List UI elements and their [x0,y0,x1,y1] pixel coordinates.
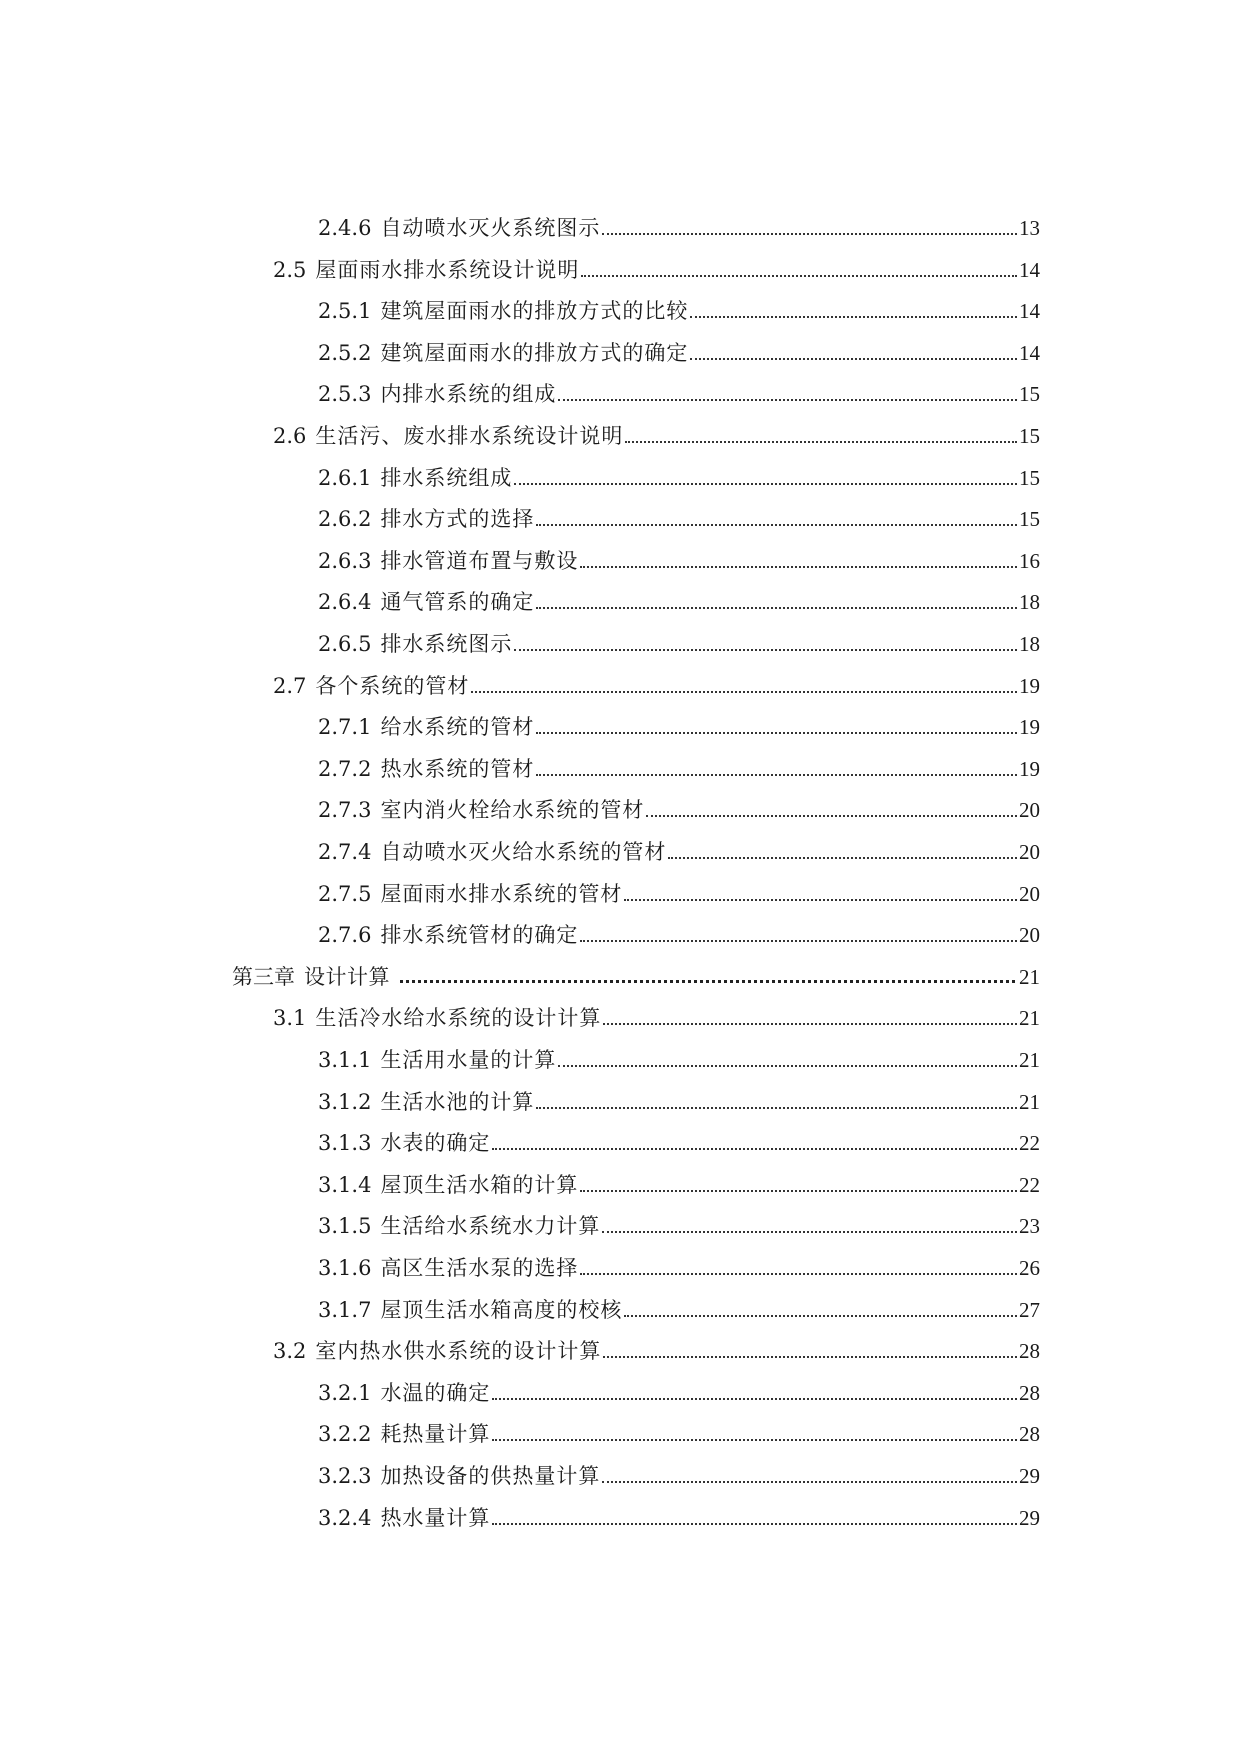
toc-entry[interactable] [318,1039,1040,1073]
toc-entry-number: 3.1 [273,1006,307,1031]
toc-entry-title: 屋顶生活水箱高度的校核 [380,1297,623,1322]
toc-entry-title: 排水系统组成 [380,465,513,490]
toc-entry-title: 排水系统图示 [380,632,513,656]
toc-entry-page-number: 29 [1019,1464,1040,1488]
toc-entry-page-number: 14 [1019,340,1040,365]
toc-entry-number: 2.7.4 [318,840,372,864]
toc-entry-number: 3.1.1 [318,1048,372,1072]
toc-entry-number: 3.2.3 [318,1464,372,1488]
toc-entry-page-number: 20 [1019,840,1040,864]
dot-leader [602,1230,1017,1233]
toc-entry-title: 耗热量计算 [380,1422,491,1447]
toc-entry[interactable] [273,665,1040,699]
toc-entry[interactable] [318,1497,1040,1531]
dot-leader [624,898,1017,901]
toc-entry[interactable] [318,581,1040,615]
toc-entry-number: 2.6.4 [318,590,372,615]
toc-entry-number: 3.1.6 [318,1256,372,1280]
toc-entry[interactable] [273,415,1040,449]
dot-leader [514,648,1017,651]
toc-entry[interactable] [273,997,1040,1031]
toc-entry-number: 2.6.1 [318,465,372,490]
toc-entry[interactable] [318,1247,1040,1281]
toc-entry-number: 3.2.1 [318,1380,372,1405]
toc-entry-page-number: 20 [1019,798,1040,823]
toc-entry-title: 高区生活水泵的选择 [380,1256,579,1280]
dot-leader [581,274,1017,277]
toc-entry-number: 2.6 [273,424,307,448]
toc-entry[interactable] [318,1122,1040,1156]
dot-leader [514,482,1017,485]
toc-entry-title: 屋面雨水排水系统设计说明 [315,257,580,282]
dot-leader [536,523,1017,526]
dot-leader [400,979,1015,983]
toc-entry-page-number: 14 [1019,299,1040,324]
toc-entry-page-number: 13 [1019,216,1040,240]
toc-entry-title: 排水方式的选择 [380,507,535,532]
toc-entry-page-number: 19 [1019,673,1040,698]
toc-entry-page-number: 18 [1019,632,1040,656]
toc-entry-number: 3.1.7 [318,1297,372,1322]
toc-entry[interactable] [318,873,1040,907]
toc-entry-number: 2.5.1 [318,299,372,324]
toc-entry[interactable] [318,1205,1040,1239]
toc-entry-title: 内排水系统的组成 [380,382,557,407]
dot-leader [536,606,1017,609]
toc-entry-number: 2.7.5 [318,881,372,906]
toc-entry-number: 2.6.3 [318,548,372,573]
toc-entry[interactable] [318,789,1040,823]
toc-entry-number: 3.1.2 [318,1089,372,1114]
toc-entry-number: 2.7.3 [318,798,372,823]
toc-entry[interactable] [318,623,1040,657]
toc-entry-page-number: 18 [1019,590,1040,615]
toc-entry-page-number: 20 [1019,881,1040,906]
toc-entry-number: 3.1.4 [318,1172,372,1197]
toc-entry-page-number: 21 [1019,1089,1040,1114]
dot-leader [558,398,1017,401]
toc-entry-title: 生活冷水给水系统的设计计算 [315,1006,602,1031]
toc-entry-page-number: 26 [1019,1256,1040,1280]
toc-entry-page-number: 22 [1019,1172,1040,1197]
toc-entry-title: 生活用水量的计算 [380,1048,557,1072]
toc-entry[interactable] [318,457,1040,491]
dot-leader [558,1064,1017,1067]
toc-entry-title: 各个系统的管材 [315,673,470,698]
toc-entry-page-number: 19 [1019,715,1040,740]
dot-leader [536,731,1017,734]
toc-entry-page-number: 21 [1019,1048,1040,1072]
toc-entry[interactable] [318,748,1040,782]
toc-entry-title: 给水系统的管材 [380,715,535,740]
toc-entry-title: 排水管道布置与敷设 [380,548,579,573]
toc-entry[interactable] [318,1289,1040,1323]
toc-entry-page-number: 20 [1019,923,1040,948]
dot-leader [602,1480,1017,1483]
dot-leader [536,773,1017,776]
toc-entry-title: 水表的确定 [380,1131,491,1156]
dot-leader [602,232,1017,235]
toc-entry-page-number: 27 [1019,1297,1040,1322]
toc-entry-title: 热水量计算 [380,1505,491,1530]
toc-entry-number: 2.6.2 [318,507,372,532]
toc-entry-title: 自动喷水灭火给水系统的管材 [380,840,667,864]
toc-entry-title: 生活污、废水排水系统设计说明 [315,424,624,448]
toc-entry-number: 第三章 [232,964,295,989]
toc-entry-page-number: 15 [1019,424,1040,448]
dot-leader [492,1397,1017,1400]
toc-entry-title: 加热设备的供热量计算 [380,1464,601,1488]
dot-leader [624,1314,1017,1317]
dot-leader [690,357,1017,360]
toc-entry[interactable] [273,1330,1040,1364]
toc-entry-number: 2.4.6 [318,216,372,240]
dot-leader [492,1438,1017,1441]
dot-leader [492,1522,1017,1525]
dot-leader [603,1355,1017,1358]
toc-entry[interactable] [273,249,1040,283]
toc-entry-title: 通气管系的确定 [380,590,535,615]
toc-entry[interactable] [318,498,1040,532]
toc-entry-title: 室内热水供水系统的设计计算 [315,1339,602,1364]
toc-entry[interactable] [318,831,1040,865]
toc-entry-page-number: 14 [1019,257,1040,282]
toc-entry[interactable] [318,706,1040,740]
toc-entry-title: 室内消火栓给水系统的管材 [380,798,645,823]
dot-leader [625,440,1017,443]
toc-entry[interactable] [318,1455,1040,1489]
toc-entry[interactable] [318,1164,1040,1198]
toc-entry-page-number: 16 [1019,548,1040,573]
toc-entry-page-number: 15 [1019,382,1040,407]
toc-entry-title: 建筑屋面雨水的排放方式的比较 [380,299,689,324]
toc-entry-title: 热水系统的管材 [380,756,535,781]
toc-entry-number: 3.2.4 [318,1505,372,1530]
toc-entry[interactable] [318,332,1040,366]
toc-entry[interactable] [232,956,1040,990]
toc-entry-number: 3.1.3 [318,1131,372,1156]
dot-leader [603,1022,1017,1025]
toc-entry-number: 3.2.2 [318,1422,372,1447]
toc-entry-page-number: 21 [1019,964,1040,989]
toc-entry-page-number: 15 [1019,465,1040,490]
toc-entry-title: 自动喷水灭火系统图示 [380,216,601,240]
toc-entry-number: 3.1.5 [318,1214,372,1239]
dot-leader [580,1189,1017,1192]
dot-leader [580,1272,1017,1275]
toc-entry-page-number: 15 [1019,507,1040,532]
toc-entry-number: 2.5.2 [318,340,372,365]
toc-entry-page-number: 28 [1019,1422,1040,1447]
toc-entry[interactable] [318,290,1040,324]
dot-leader [536,1106,1017,1109]
toc-entry-title: 设计计算 [304,964,390,989]
toc-entry-number: 2.6.5 [318,632,372,656]
toc-entry-page-number: 19 [1019,756,1040,781]
dot-leader [492,1147,1017,1150]
toc-entry[interactable] [318,914,1040,948]
toc-entry-title: 屋面雨水排水系统的管材 [380,881,623,906]
toc-entry-number: 2.7.6 [318,923,372,948]
dot-leader [471,690,1017,693]
toc-entry-page-number: 28 [1019,1380,1040,1405]
toc-entry-number: 2.5.3 [318,382,372,407]
toc-entry-title: 排水系统管材的确定 [380,923,579,948]
toc-entry-page-number: 29 [1019,1505,1040,1530]
toc-entry[interactable] [318,1413,1040,1447]
toc-entry[interactable] [318,373,1040,407]
toc-entry[interactable] [318,1372,1040,1406]
dot-leader [580,939,1017,942]
toc-entry-title: 屋顶生活水箱的计算 [380,1172,579,1197]
dot-leader [668,856,1017,859]
toc-entry-page-number: 22 [1019,1131,1040,1156]
toc-entry-number: 2.5 [273,257,307,282]
toc-entry-number: 2.7.2 [318,756,372,781]
toc-entry-number: 2.7.1 [318,715,372,740]
toc-entry-title: 水温的确定 [380,1380,491,1405]
dot-leader [580,565,1017,568]
toc-entry-number: 3.2 [273,1339,307,1364]
toc-entry-page-number: 28 [1019,1339,1040,1364]
toc-entry[interactable] [318,540,1040,574]
toc-entry[interactable] [318,207,1040,241]
toc-entry-page-number: 23 [1019,1214,1040,1239]
dot-leader [646,814,1017,817]
toc-entry-title: 建筑屋面雨水的排放方式的确定 [380,340,689,365]
toc-entry-title: 生活给水系统水力计算 [380,1214,601,1239]
dot-leader [690,315,1017,318]
toc-entry-page-number: 21 [1019,1006,1040,1031]
toc-entry-number: 2.7 [273,673,307,698]
toc-entry-title: 生活水池的计算 [380,1089,535,1114]
toc-entry[interactable] [318,1081,1040,1115]
